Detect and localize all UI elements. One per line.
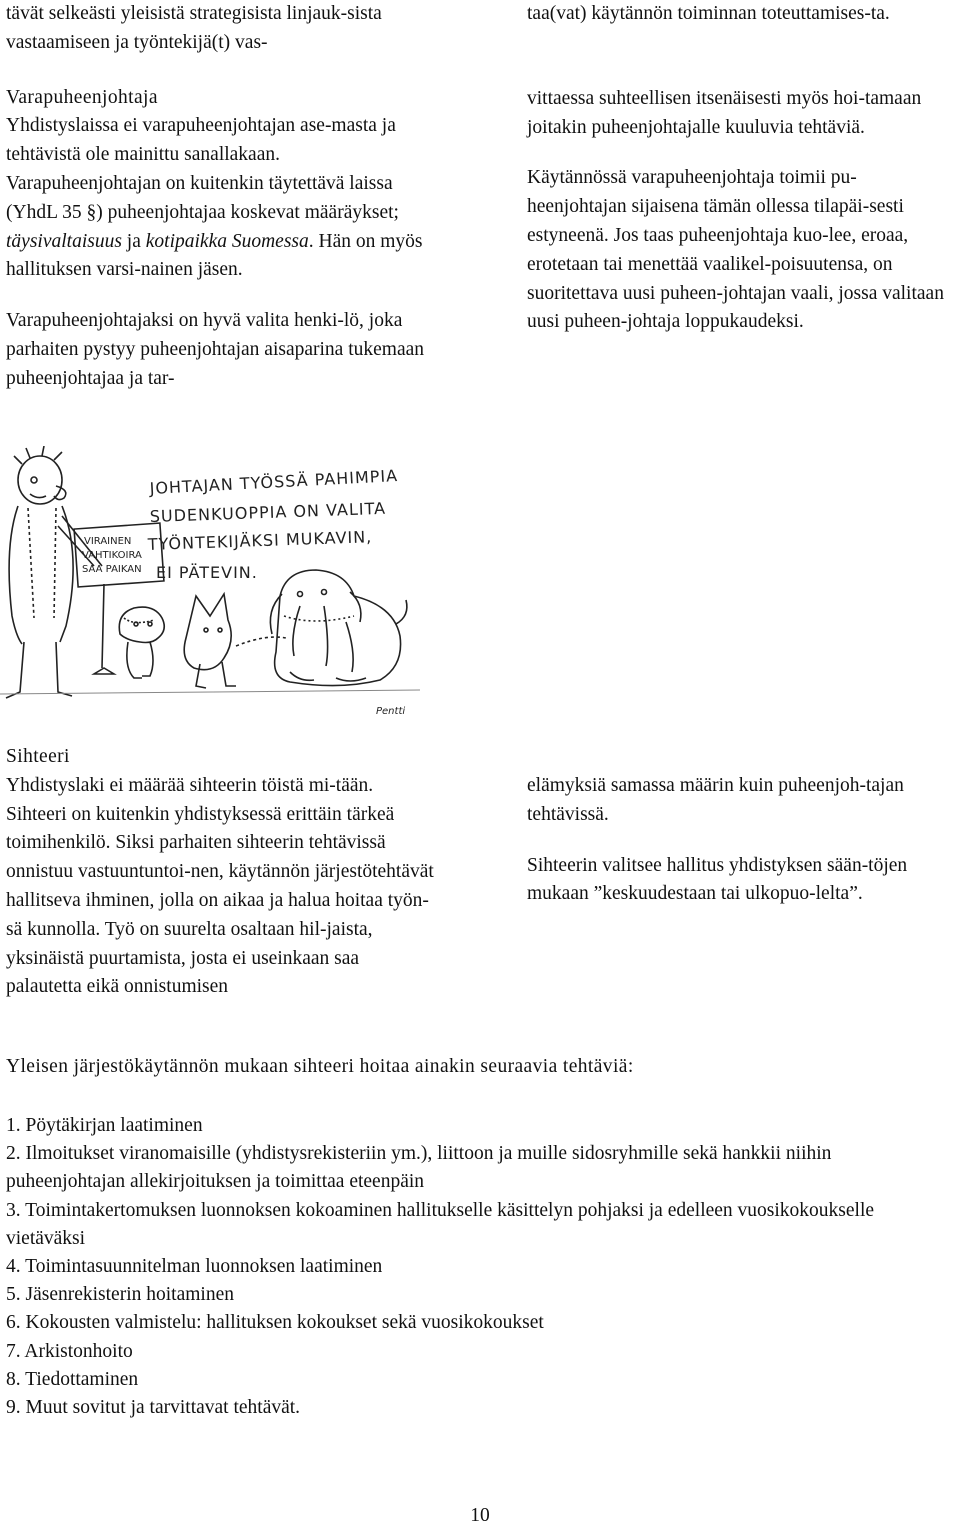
cartoon-drawing [0, 446, 420, 726]
cartoon-caption-3: TYÖNTEKIJÄKSI MUKAVIN, [147, 527, 373, 554]
list-item: 6. Kokousten valmistelu: hallituksen kokoukset sekä vuosikokoukset [6, 1312, 544, 1334]
sign-line-2: VAHTIKOIRA [82, 550, 142, 561]
list-item: 4. Toimintasuunnitelman luonnoksen laatiminen [6, 1256, 383, 1278]
list-item: 9. Muut sovitut ja tarvittavat tehtävät. [6, 1397, 301, 1419]
cartoon-caption-1: JOHTAJAN TYÖSSÄ PAHIMPIA [149, 466, 399, 498]
list-item: 5. Jäsenrekisterin hoitaminen [6, 1284, 234, 1306]
p1-text-c: . Hän on myös hallituksen varsi-nainen jäsen. [6, 230, 423, 281]
p1-text-a: Yhdistyslaissa ei varapuheenjohtajan ase-masta ja tehtävistä ole mainittu sanallakaan. Varapuheenjohtajan on kuitenkin täytettävä laissa (YhdL 35 §) puheenjohtajaa koskevat määräykset; [6, 115, 399, 223]
list-item: 8. Tiedottaminen [6, 1368, 139, 1390]
list-item: 7. Arkistonhoito [6, 1340, 133, 1362]
right-paragraph-2: Käytännössä varapuheenjohtaja toimii pu-heenjohtajan sijaisena tämän ollessa tilapäi-sesti estyneenä. Jos taas puheenjohtaja kuo-lee, eroaa, erotetaan tai menettää vaalikel-poisuutensa, on suoritettava uusi puheen-johtajan vaali, jossa valitaan uusi puheen-johtaja loppukaudeksi. [527, 167, 944, 333]
right-paragraph-0: taa(vat) käytännön toiminnan toteuttamises-ta. [527, 3, 890, 24]
list-item: 2. Ilmoitukset viranomaisille (yhdistysrekisteriin ym.), liittoon ja muille sidosryhmille sekä hankkii niihin puheenjohtajan allekirjoituksen ja toimittaa eteenpäin [6, 1143, 832, 1193]
vice-chair-paragraph-2: Varapuheenjohtajaksi on hyvä valita henki-lö, joka parhaiten pystyy puheenjohtajan aisaparina tukemaan puheenjohtajaa ja tar- [6, 310, 425, 389]
sign-line-1: VIRAINEN [84, 536, 132, 547]
tasks-title: Yleisen järjestökäytännön mukaan sihteeri hoitaa ainakin seuraavia tehtäviä: [6, 1056, 634, 1077]
vice-chair-paragraph-1 [6, 112, 426, 285]
tasks-list [6, 1112, 946, 1422]
right-column-top [527, 0, 947, 337]
secretary-paragraph-right-2: Sihteerin valitsee hallitus yhdistyksen sään-töjen mukaan ”keskuudestaan tai ulkopuo-lelta”. [527, 854, 908, 905]
list-item: 1. Pöytäkirjan laatiminen [6, 1115, 203, 1136]
list-item: 3. Toimintakertomuksen luonnoksen kokoaminen hallitukselle käsittelyn pohjaksi ja edelleen vuosikokoukselle vietäväksi [6, 1199, 875, 1249]
cartoon-caption-2: SUDENKUOPPIA ON VALITA [149, 498, 387, 526]
left-column-top [6, 0, 426, 394]
cartoon-caption-4: EI PÄTEVIN. [156, 563, 258, 582]
p1-italic-2: kotipaikka Suomessa [145, 230, 309, 252]
secretary-left-column [6, 743, 436, 1002]
cartoon-illustration [0, 446, 420, 726]
p1-italic-1: täysivaltaisuus [6, 230, 122, 252]
sign-line-3: SAA PAIKAN [82, 564, 142, 575]
secretary-paragraph-right-1: elämyksiä samassa määrin kuin puheenjoh-tajan tehtävissä. [527, 775, 904, 825]
vice-chair-heading: Varapuheenjohtaja [6, 86, 158, 108]
right-paragraph-1: vittaessa suhteellisen itsenäisesti myös hoi-tamaan joitakin puheenjohtajalle kuuluvia tehtäviä. [527, 87, 922, 138]
cartoon-signature: Pentti [376, 706, 406, 717]
p1-text-b: ja [121, 230, 146, 252]
secretary-right-column [527, 772, 957, 909]
page-number: 10 [470, 1505, 490, 1526]
secretary-paragraph-left: Yhdistyslaki ei määrää sihteerin töistä mi-tään. Sihteeri on kuitenkin yhdistyksessä erittäin tärkeä toimihenkilö. Siksi parhaiten sihteerin tehtävissä onnistuu vastuuntuntoi-nen, käytännön järjestötehtävät hallitseva ihminen, jolla on aikaa ja halua hoitaa työn-sä kunnolla. Työ on suurelta osaltaan hil-jaista, yksinäistä puurtamista, josta ei useinkaan saa palautetta eikä onnistumisen [6, 774, 434, 998]
secretary-heading: Sihteeri [6, 746, 70, 767]
intro-paragraph: tävät selkeästi yleisistä strategisista linjauk-sista vastaamiseen ja työntekijä(t) vas- [6, 3, 382, 53]
